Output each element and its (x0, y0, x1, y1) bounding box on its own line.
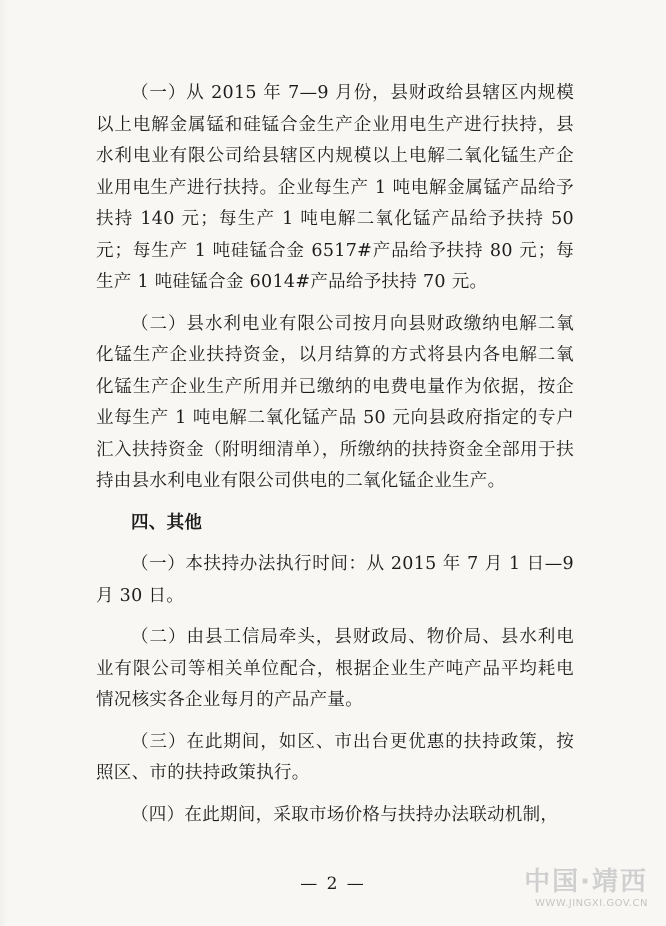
paragraph-support-rates: （一）从 2015 年 7—9 月份，县财政给县辖区内规模以上电解金属锰和硅锰合金生产企业用电生产进行扶持，县水利电业有限公司给县辖区内规模以上电解二氧化锰生产企业用电生产进行扶持。企业每生产 1 吨电解金属锰产品给予扶持 140 元；每生产 1 吨电解二氧化锰产品给予扶持 50 元；每生产 1 吨硅锰合金 6517#产品给予扶持 80 元；每生产 1 吨硅锰合金 6014#产品给予扶持 70 元。 (96, 83, 574, 292)
section-item-4: （四）在此期间，采取市场价格与扶持办法联动机制， (131, 804, 559, 825)
section-item-2: （二）由县工信局牵头，县财政局、物价局、县水利电业有限公司等相关单位配合，根据企业生产吨产品平均耗电情况核实各企业每月的产品产量。 (96, 627, 574, 710)
section-heading-other: 四、其他 (131, 512, 203, 533)
document-body (96, 78, 574, 831)
section-item-1: （一）本扶持办法执行时间：从 2015 年 7 月 1 日—9 月 30 日。 (96, 554, 574, 606)
watermark-title: 中国·靖西 (524, 867, 648, 897)
section-item-3: （三）在此期间，如区、市出台更优惠的扶持政策，按照区、市的扶持政策执行。 (96, 731, 574, 783)
page-number: — 2 — (300, 874, 366, 894)
paragraph-payment-method: （二）县水利电业有限公司按月向县财政缴纳电解二氧化锰生产企业扶持资金，以月结算的方式将县内各电解二氧化锰生产企业生产所用并已缴纳的电费电量作为依据，按企业每生产 1 吨电解二氧化锰产品 50 元向县政府指定的专户汇入扶持资金（附明细清单），所缴纳的扶持资金全部用于扶持由县水利电业有限公司供电的二氧化锰企业生产。 (96, 313, 574, 491)
watermark-url: WWW.JINGXI.GOV.CN (535, 898, 648, 909)
site-watermark (524, 866, 648, 910)
